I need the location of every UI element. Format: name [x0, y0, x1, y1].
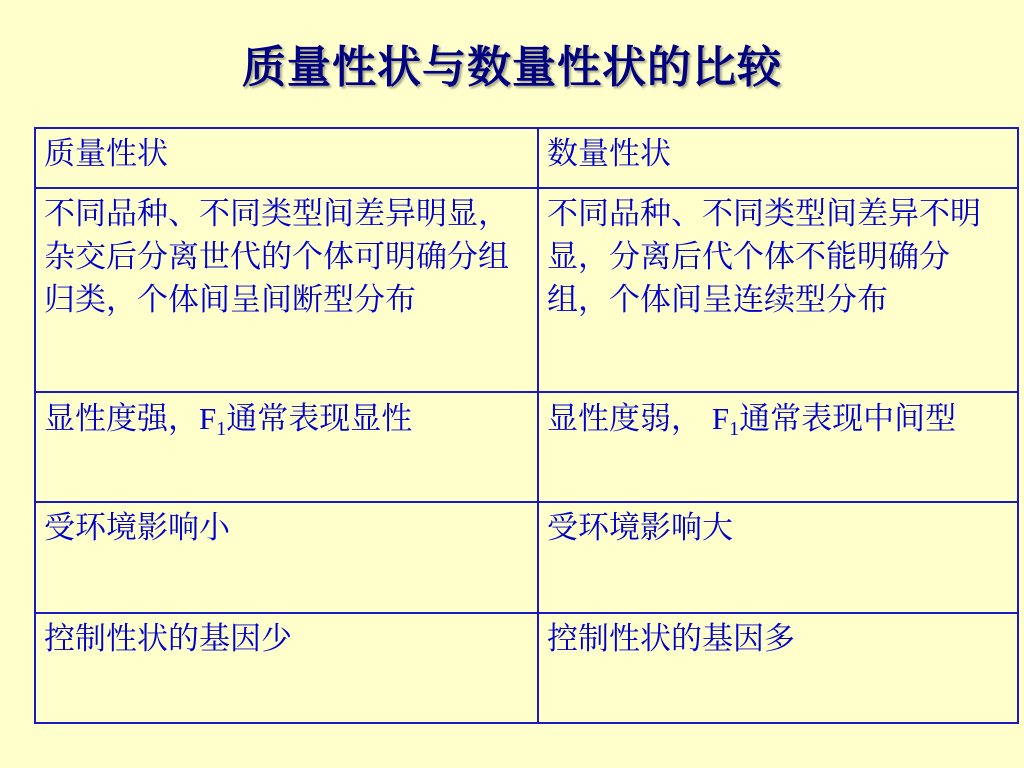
- cell-qualitative-distribution: 不同品种、不同类型间差异明显，杂交后分离世代的个体可明确分组归类，个体间呈间断型分布: [35, 188, 538, 392]
- f1-subscript: 1: [216, 418, 227, 440]
- header-quantitative: 数量性状: [538, 128, 1018, 188]
- dominance-text-a: 显性度强，: [44, 401, 199, 437]
- dominance-text-b: 通常表现显性: [226, 401, 413, 437]
- cell-quantitative-environment: 受环境影响大: [538, 502, 1018, 613]
- dominance-text-b: 通常表现中间型: [739, 401, 957, 437]
- dominance-text-a: 显性度弱，: [547, 401, 712, 437]
- cell-qualitative-genes: 控制性状的基因少: [35, 613, 538, 723]
- cell-quantitative-distribution: 不同品种、不同类型间差异不明显，分离后代个体不能明确分组，个体间呈连续型分布: [538, 188, 1018, 392]
- table-row-distribution: [35, 188, 1018, 392]
- f1-generation-label: F: [711, 401, 730, 436]
- table-header-row: [35, 128, 1018, 188]
- cell-quantitative-dominance: [538, 392, 1018, 502]
- cell-qualitative-dominance: [35, 392, 538, 502]
- comparison-table: [34, 127, 1019, 724]
- f1-subscript: 1: [729, 418, 740, 440]
- table-row-dominance: [35, 392, 1018, 502]
- header-qualitative: 质量性状: [35, 128, 538, 188]
- slide-title: 质量性状与数量性状的比较: [242, 42, 782, 93]
- table-row-environment: [35, 502, 1018, 613]
- table-row-genes: [35, 613, 1018, 723]
- f1-generation-label: F: [199, 401, 217, 436]
- cell-quantitative-genes: 控制性状的基因多: [538, 613, 1018, 723]
- cell-qualitative-environment: 受环境影响小: [35, 502, 538, 613]
